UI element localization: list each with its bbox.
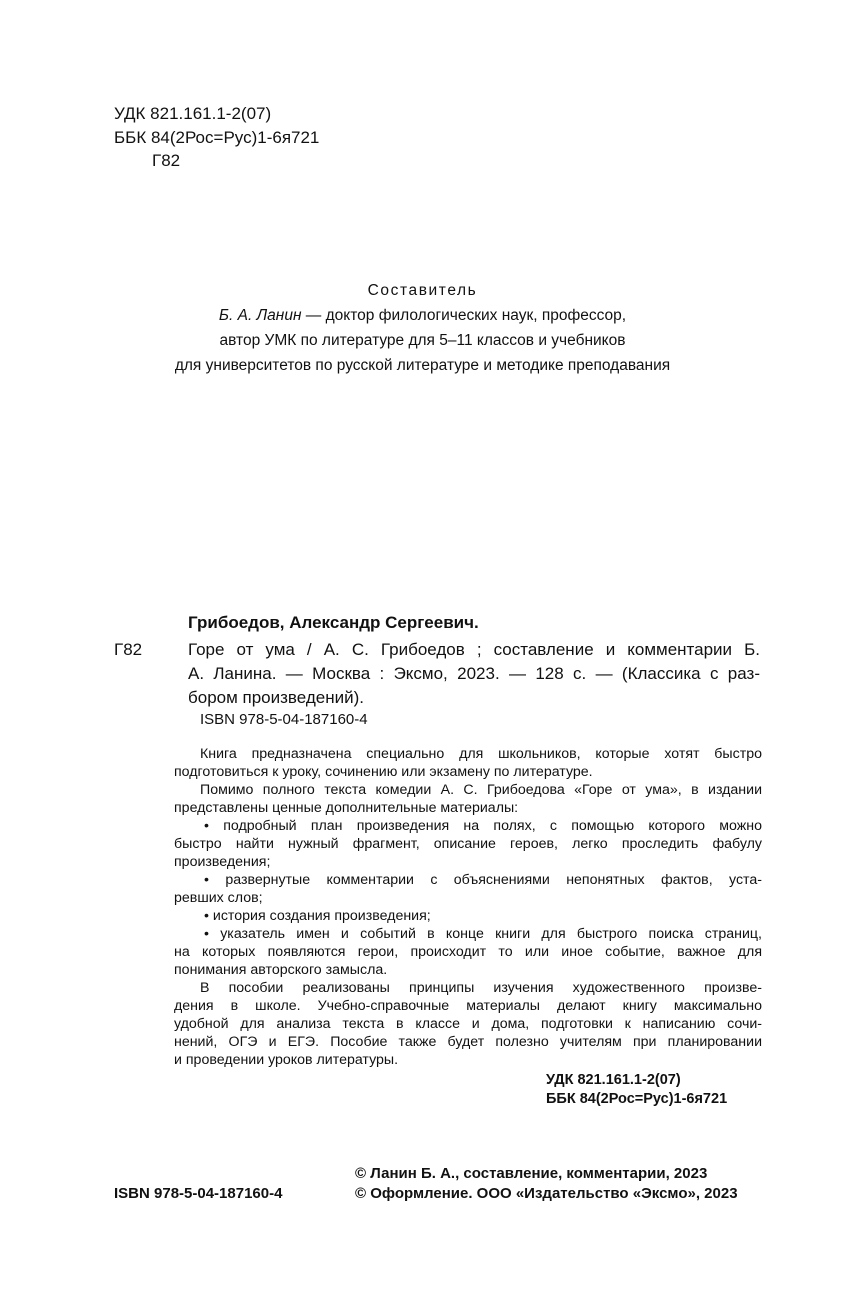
annotation-line: на которых появляются герои, происходит то или иное событие, важное для xyxy=(174,944,762,960)
annotation-line: • история создания произведения; xyxy=(204,908,431,924)
udk-code-bottom: УДК 821.161.1-2(07) xyxy=(546,1072,681,1088)
bib-line: Горе от ума / А. С. Грибоедов ; составление и комментарии Б. xyxy=(188,640,760,659)
bib-line: бором произведений). xyxy=(188,688,364,707)
annotation-line: • указатель имен и событий в конце книги для быстрого поиска страниц, xyxy=(204,926,762,942)
compiler-line-2: автор УМК по литературе для 5–11 классов и учебников xyxy=(219,332,626,349)
compiler-line-1 xyxy=(100,303,745,328)
bbk-code-top: ББК 84(2Рос=Рус)1-6я721 xyxy=(114,128,320,147)
copyright-compiler: © Ланин Б. А., составление, комментарии, 2023 xyxy=(355,1165,708,1182)
author-mark-top: Г82 xyxy=(152,151,181,170)
compiler-title: — доктор филологических наук, профессор, xyxy=(301,307,627,324)
annotation-line: понимания авторского замысла. xyxy=(174,962,388,978)
annotation-line: быстро найти нужный фрагмент, описание героев, легко проследить фабулу xyxy=(174,836,762,852)
bib-description xyxy=(188,638,760,710)
copyright-publisher: © Оформление. ООО «Издательство «Эксмо», 2023 xyxy=(355,1185,738,1202)
bib-author: Грибоедов, Александр Сергеевич. xyxy=(188,613,479,632)
compiler-heading: Составитель xyxy=(367,282,478,299)
footer-isbn: ISBN 978-5-04-187160-4 xyxy=(114,1185,283,1202)
bbk-code-bottom: ББК 84(2Рос=Рус)1-6я721 xyxy=(546,1091,728,1107)
annotation-line: дения в школе. Учебно-справочные материалы делают книгу максимально xyxy=(174,998,762,1014)
annotation-line: В пособии реализованы принципы изучения художественного произве- xyxy=(200,980,762,996)
annotation-line: произведения; xyxy=(174,854,271,870)
annotation xyxy=(174,745,762,1069)
annotation-line: Книга предназначена специально для школьников, которые хотят быстро xyxy=(200,746,762,762)
bib-author-mark: Г82 xyxy=(114,640,143,659)
compiler-block xyxy=(100,278,745,378)
annotation-line: • подробный план произведения на полях, с помощью которого можно xyxy=(204,818,762,834)
compiler-line-3: для университетов по русской литературе и методике преподавания xyxy=(174,357,671,374)
bib-isbn: ISBN 978-5-04-187160-4 xyxy=(200,711,368,728)
annotation-line: нений, ОГЭ и ЕГЭ. Пособие также будет полезно учителям при планировании xyxy=(174,1034,762,1050)
annotation-line: представлены ценные дополнительные материалы: xyxy=(174,800,519,816)
annotation-line: удобной для анализа текста в классе и дома, подготовки к написанию сочи- xyxy=(174,1016,762,1032)
annotation-line: ревших слов; xyxy=(174,890,263,906)
compiler-name: Б. А. Ланин xyxy=(218,307,302,324)
udk-code-top: УДК 821.161.1-2(07) xyxy=(114,104,272,123)
annotation-line: • развернутые комментарии с объяснениями непонятных фактов, уста- xyxy=(204,872,762,888)
annotation-line: и проведении уроков литературы. xyxy=(174,1052,399,1068)
annotation-line: Помимо полного текста комедии А. С. Грибоедова «Горе от ума», в издании xyxy=(200,782,762,798)
annotation-line: подготовиться к уроку, сочинению или экзамену по литературе. xyxy=(174,764,593,780)
bib-line: А. Ланина. — Москва : Эксмо, 2023. — 128 с. — (Классика с раз- xyxy=(188,664,760,683)
